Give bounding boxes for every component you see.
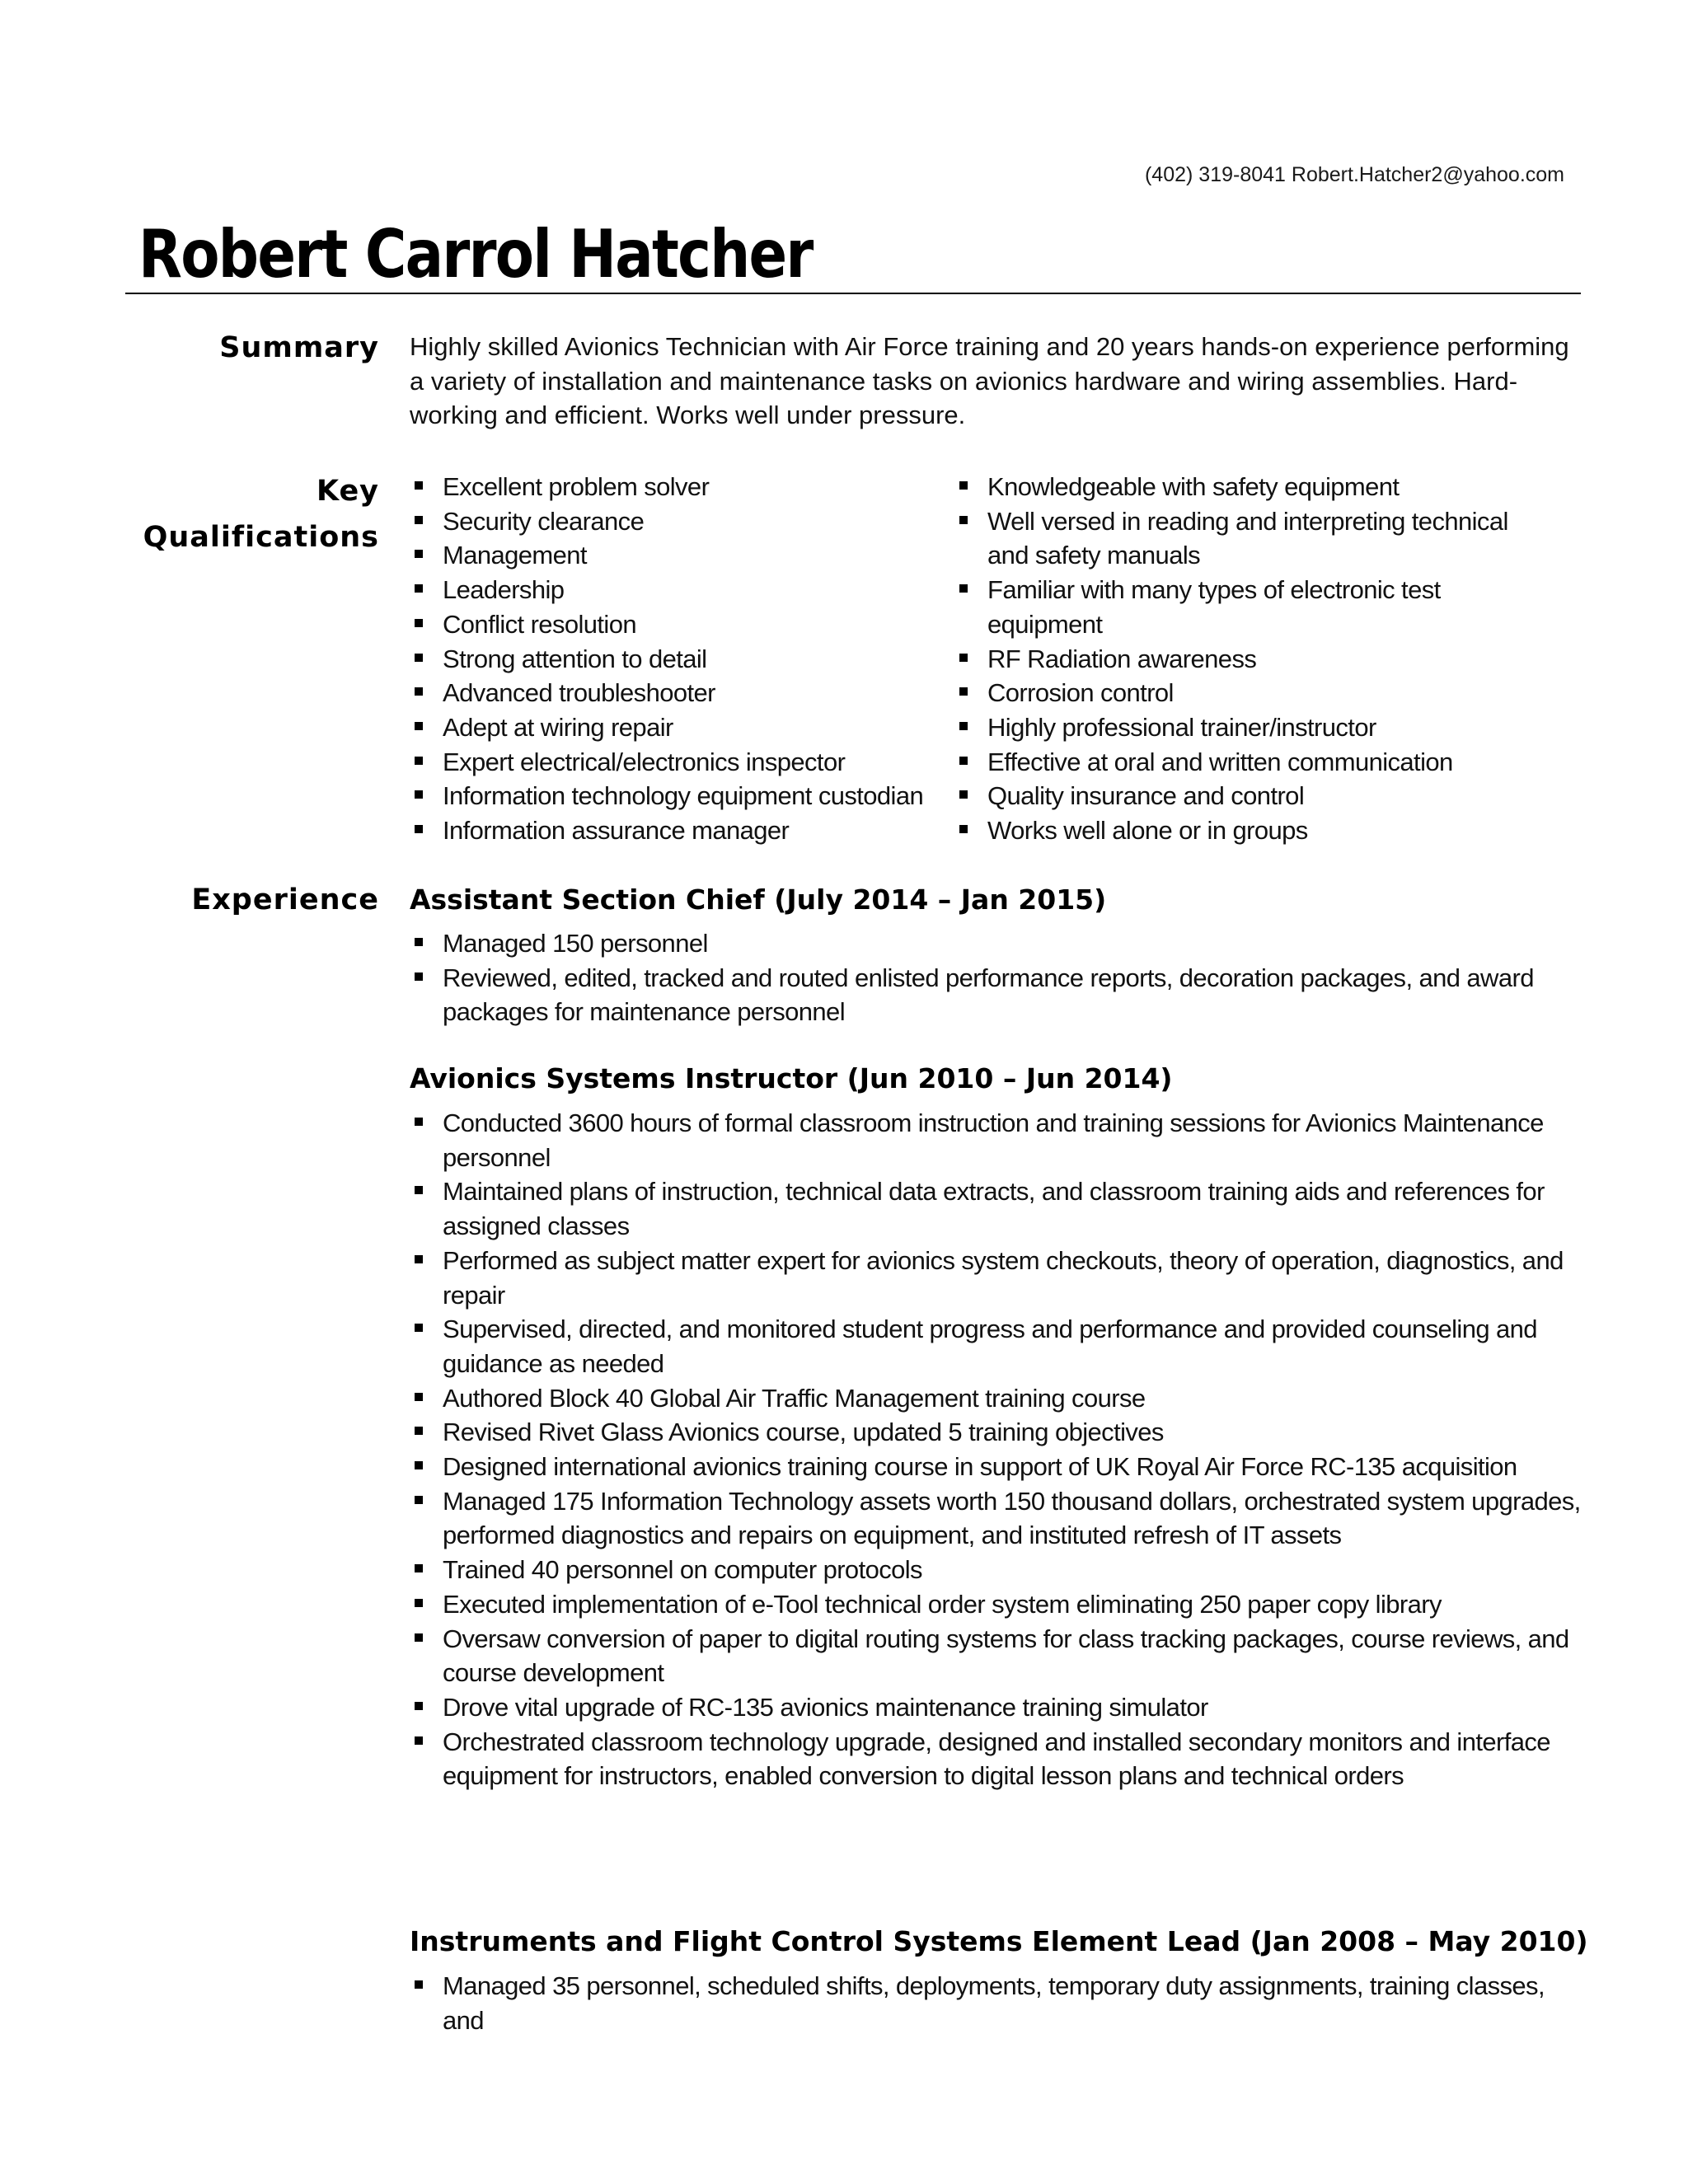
job-bullets bbox=[410, 926, 1588, 1029]
list-item: Maintained plans of instruction, technical data extracts, and classroom training aids and references for assigned classes bbox=[410, 1174, 1588, 1243]
list-item: Advanced troubleshooter bbox=[410, 676, 937, 710]
summary-heading: Summary bbox=[219, 331, 379, 364]
list-item: Security clearance bbox=[410, 504, 937, 539]
job-title: Instruments and Flight Control Systems Element Lead (Jan 2008 – May 2010) bbox=[410, 1925, 1588, 1957]
list-item: Conducted 3600 hours of formal classroom instruction and training sessions for Avionics Maintenance personnel bbox=[410, 1106, 1588, 1174]
list-item: Strong attention to detail bbox=[410, 642, 937, 677]
list-item: Managed 175 Information Technology assets worth 150 thousand dollars, orchestrated system upgrades, performed diagnostics and repairs on equipment, and instituted refresh of IT assets bbox=[410, 1484, 1588, 1553]
list-item: Designed international avionics training course in support of UK Royal Air Force RC-135 acquisition bbox=[410, 1450, 1588, 1484]
list-item: Supervised, directed, and monitored student progress and performance and provided counseling and guidance as needed bbox=[410, 1312, 1588, 1380]
list-item: Knowledgeable with safety equipment bbox=[954, 470, 1548, 504]
contact-email: Robert.Hatcher2@yahoo.com bbox=[1291, 163, 1564, 186]
list-item: Effective at oral and written communication bbox=[954, 745, 1548, 780]
qualifications-list-right bbox=[954, 470, 1548, 848]
qualifications-list-left bbox=[410, 470, 937, 848]
job-title: Avionics Systems Instructor (Jun 2010 – Jun 2014) bbox=[410, 1062, 1173, 1094]
experience-heading: Experience bbox=[191, 883, 379, 916]
header-divider bbox=[125, 293, 1581, 294]
list-item: Authored Block 40 Global Air Traffic Management training course bbox=[410, 1381, 1588, 1416]
list-item: Orchestrated classroom technology upgrade, designed and installed secondary monitors and interface equipment for instructors, enabled conversion to digital lesson plans and technical orders bbox=[410, 1725, 1588, 1793]
list-item: Highly professional trainer/instructor bbox=[954, 710, 1548, 745]
qualifications-heading-line1: Key bbox=[316, 475, 379, 508]
qualifications-heading-line2: Qualifications bbox=[143, 521, 379, 554]
list-item: Drove vital upgrade of RC-135 avionics maintenance training simulator bbox=[410, 1690, 1588, 1725]
list-item: Reviewed, edited, tracked and routed enlisted performance reports, decoration packages, and award packages for maintenance personnel bbox=[410, 961, 1588, 1029]
list-item: Information assurance manager bbox=[410, 813, 937, 848]
candidate-name: Robert Carrol Hatcher bbox=[138, 216, 813, 293]
list-item: Information technology equipment custodian bbox=[410, 779, 937, 813]
list-item: Familiar with many types of electronic test equipment bbox=[954, 573, 1548, 641]
list-item: Excellent problem solver bbox=[410, 470, 937, 504]
list-item: Well versed in reading and interpreting technical and safety manuals bbox=[954, 504, 1548, 573]
list-item: Performed as subject matter expert for avionics system checkouts, theory of operation, diagnostics, and repair bbox=[410, 1244, 1588, 1312]
list-item: Executed implementation of e-Tool technical order system eliminating 250 paper copy library bbox=[410, 1587, 1588, 1622]
list-item: Managed 150 personnel bbox=[410, 926, 1588, 961]
list-item: Works well alone or in groups bbox=[954, 813, 1548, 848]
list-item: Management bbox=[410, 538, 937, 573]
list-item: Expert electrical/electronics inspector bbox=[410, 745, 937, 780]
job-title: Assistant Section Chief (July 2014 – Jan 2015) bbox=[410, 883, 1107, 916]
contact-phone: (402) 319-8041 bbox=[1144, 163, 1286, 186]
list-item: Trained 40 personnel on computer protocols bbox=[410, 1553, 1588, 1587]
job-bullets bbox=[410, 1969, 1588, 2037]
list-item: Conflict resolution bbox=[410, 607, 937, 642]
job-bullets bbox=[410, 1106, 1588, 1793]
summary-text: Highly skilled Avionics Technician with Air Force training and 20 years hands-on experience performing a variety of installation and maintenance tasks on avionics hardware and wiring assemblies. Hard-working and efficient. Works well under pressure. bbox=[410, 332, 1569, 430]
list-item: Oversaw conversion of paper to digital routing systems for class tracking packages, course reviews, and course development bbox=[410, 1622, 1588, 1690]
list-item: Managed 35 personnel, scheduled shifts, deployments, temporary duty assignments, training classes, and bbox=[410, 1969, 1588, 2037]
list-item: Adept at wiring repair bbox=[410, 710, 937, 745]
list-item: Corrosion control bbox=[954, 676, 1548, 710]
list-item: Quality insurance and control bbox=[954, 779, 1548, 813]
list-item: Leadership bbox=[410, 573, 937, 607]
list-item: RF Radiation awareness bbox=[954, 642, 1548, 677]
list-item: Revised Rivet Glass Avionics course, updated 5 training objectives bbox=[410, 1415, 1588, 1450]
contact-info bbox=[1145, 163, 1564, 187]
qualifications-heading bbox=[132, 468, 379, 560]
